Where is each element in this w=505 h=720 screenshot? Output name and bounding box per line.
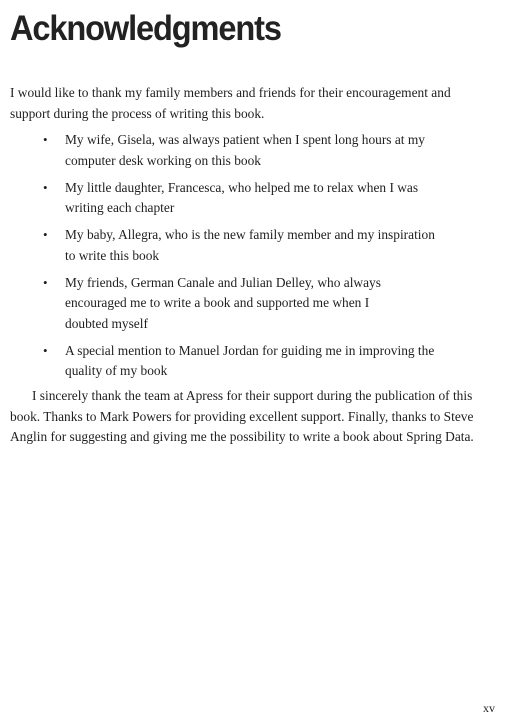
page-number: xv [483,701,495,715]
closing-paragraph: I sincerely thank the team at Apress for their support during the publication of this book. Thanks to Mark Powers for providing excellent support. Finally, thanks to Steve Anglin for suggesting and giving me the possibility to write a book about Spring Data. [10,388,474,444]
page-title: Acknowledgments [10,9,281,48]
bullet-icon: • [43,179,48,195]
bullet-icon: • [43,227,48,242]
list-item-text: My little daughter, Francesca, who helped me to relax when I was writing each chapter [65,179,419,215]
intro-paragraph: I would like to thank my family members and friends for their encouragement and support during the process of writing this book. [10,85,451,121]
acknowledgment-list [0,130,450,388]
list-item [0,225,450,266]
list-item-text: My wife, Gisela, was always patient when I spent long hours at my computer desk working on this book [65,132,425,168]
list-item [0,273,450,335]
list-item-text: My friends, German Canale and Julian Delley, who always encouraged me to write a book and supported me when I doubted myself [65,274,381,331]
list-item [0,130,450,171]
list-item-text: A special mention to Manuel Jordan for guiding me in improving the quality of my book [65,342,435,378]
list-item [0,178,450,219]
list-item [0,341,450,382]
bullet-icon: • [43,342,48,358]
bullet-icon: • [43,132,48,147]
list-item-text: My baby, Allegra, who is the new family member and my inspiration to write this book [65,227,435,263]
bullet-icon: • [43,274,48,290]
